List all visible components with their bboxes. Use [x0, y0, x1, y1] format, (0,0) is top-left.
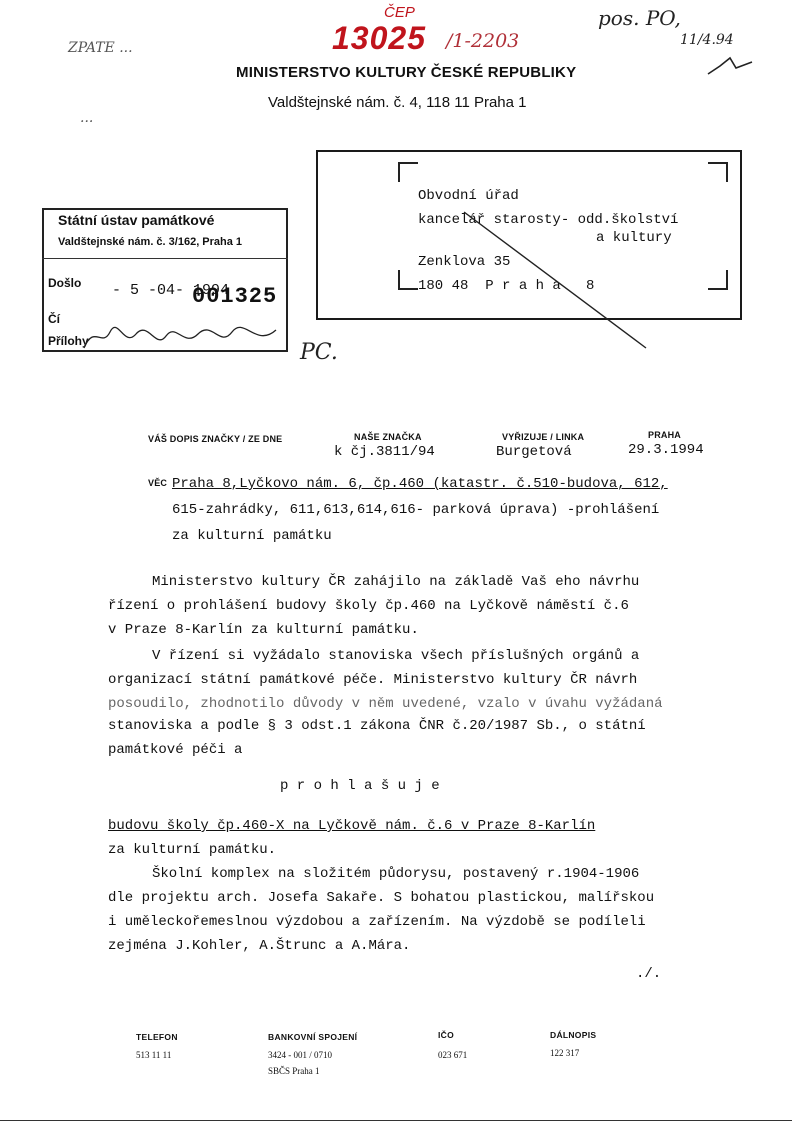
footer-bank-label: BANKOVNÍ SPOJENÍ: [268, 1032, 358, 1042]
stamp-received-date: - 5 -04- 1994: [112, 282, 230, 299]
body-p2-line-1: V řízení si vyžádalo stanoviska všech příslušných orgánů a: [152, 648, 640, 664]
stamp-divider: [42, 258, 288, 259]
footer-telex-value: 122 317: [550, 1048, 580, 1058]
subject-line-1: Praha 8,Lyčkovo nám. 6, čp.460 (katastr. č.510-budova, 612,: [172, 476, 668, 492]
footer-phone-value: 513 11 11: [136, 1050, 172, 1060]
handwritten-check-mark: [706, 44, 756, 84]
body-p3-line-2: za kulturní památku.: [108, 842, 277, 858]
recipient-line-5: 180 48 P r a h a 8: [418, 278, 595, 294]
subject-label: VĚC: [148, 478, 168, 488]
body-p2-line-2: organizací státní památkové péče. Ministerstvo kultury ČR návrh: [108, 672, 638, 688]
your-letter-label: VÁŠ DOPIS ZNAČKY / ZE DNE: [148, 434, 283, 444]
window-corner-mark: [708, 270, 728, 290]
handwritten-strike-line: [460, 208, 660, 358]
footer-bank-account: 3424 - 001 / 0710: [268, 1050, 332, 1060]
recipient-line-1: Obvodní úřad: [418, 188, 519, 204]
handled-by-value: Burgetová: [496, 444, 572, 460]
body-p2-line-3: posoudilo, zhodnotilo důvody v něm uvedené, vzalo v úvahu vyžádaná: [108, 696, 663, 712]
letter-date: 29.3.1994: [628, 442, 704, 458]
stamp-signature: [80, 318, 280, 358]
handwritten-cep: ČEP: [384, 4, 415, 21]
body-p1-line-3: v Praze 8-Karlín za kulturní památku.: [108, 622, 419, 638]
stamp-ci-label: Čí: [48, 312, 60, 326]
subject-line-3: za kulturní památku: [172, 528, 332, 544]
handwritten-file-number: 13025: [332, 20, 426, 56]
continued-mark: ./.: [636, 966, 662, 982]
body-p4-line-3: i uměleckořemeslnou výzdobou a zařízením. Na výzdobě se podíleli: [108, 914, 646, 930]
footer-bank-name: SBČS Praha 1: [268, 1066, 320, 1076]
stamp-received-label: Došlo: [48, 276, 82, 290]
handwritten-date-top-right: 11/4.94: [680, 32, 734, 48]
stamp-address: Valdštejnské nám. č. 3/162, Praha 1: [58, 236, 243, 248]
stamp-registration-number: 001325: [192, 284, 278, 309]
window-corner-mark: [708, 162, 728, 182]
handwritten-note-left-2: ...: [80, 110, 94, 126]
footer-ico-label: IČO: [438, 1030, 455, 1040]
handled-by-label: VYŘIZUJE / LINKA: [502, 432, 585, 442]
stamp-title: Státní ústav památkové: [58, 212, 215, 228]
recipient-line-4: Zenklova 35: [418, 254, 511, 270]
handwritten-pc-mark: PC.: [300, 340, 338, 365]
body-p2-line-5: památkové péči a: [108, 742, 243, 758]
recipient-line-2: kancelář starosty- odd.školství: [418, 212, 679, 228]
handwritten-file-suffix: /1-2203: [446, 30, 520, 52]
window-corner-mark: [398, 270, 418, 290]
subject-line-2: 615-zahrádky, 611,613,614,616- parková úprava) -prohlášení: [172, 502, 660, 518]
body-p3-line-1: budovu školy čp.460-X na Lyčkově nám. č.6 v Praze 8-Karlín: [108, 818, 596, 834]
city-label: PRAHA: [648, 430, 682, 440]
body-p1-line-1: Ministerstvo kultury ČR zahájilo na základě Vaš eho návrhu: [152, 574, 640, 590]
stamp-attachments-label: Přílohy: [48, 334, 89, 348]
footer-telex-label: DÁLNOPIS: [550, 1030, 597, 1040]
handwritten-note-left: ZPATE ...: [68, 40, 133, 56]
body-p2-line-4: stanoviska a podle § 3 odst.1 zákona ČNR č.20/1987 Sb., o státní: [108, 718, 646, 734]
footer-ico-value: 023 671: [438, 1050, 468, 1060]
declaration-word: p r o h l a š u j e: [280, 778, 440, 794]
body-p4-line-1: Školní komplex na složitém půdorysu, postavený r.1904-1906: [152, 866, 640, 882]
ministry-name: MINISTERSTVO KULTURY ČESKÉ REPUBLIKY: [236, 64, 577, 81]
footer-phone-label: TELEFON: [136, 1032, 178, 1042]
ministry-address: Valdštejnské nám. č. 4, 118 11 Praha 1: [268, 94, 527, 111]
window-corner-mark: [398, 162, 418, 182]
handwritten-note-top-right: pos. PO,: [598, 6, 681, 30]
recipient-line-3: a kultury: [596, 230, 672, 246]
our-reference-value: k čj.3811/94: [334, 444, 435, 460]
body-p1-line-2: řízení o prohlášení budovy školy čp.460 na Lyčkově náměstí č.6: [108, 598, 629, 614]
body-p4-line-4: zejména J.Kohler, A.Štrunc a A.Mára.: [108, 938, 411, 954]
our-reference-label: NAŠE ZNAČKA: [354, 432, 422, 442]
body-p4-line-2: dle projektu arch. Josefa Sakaře. S bohatou plastickou, malířskou: [108, 890, 655, 906]
scan-edge-line: [0, 1120, 792, 1121]
